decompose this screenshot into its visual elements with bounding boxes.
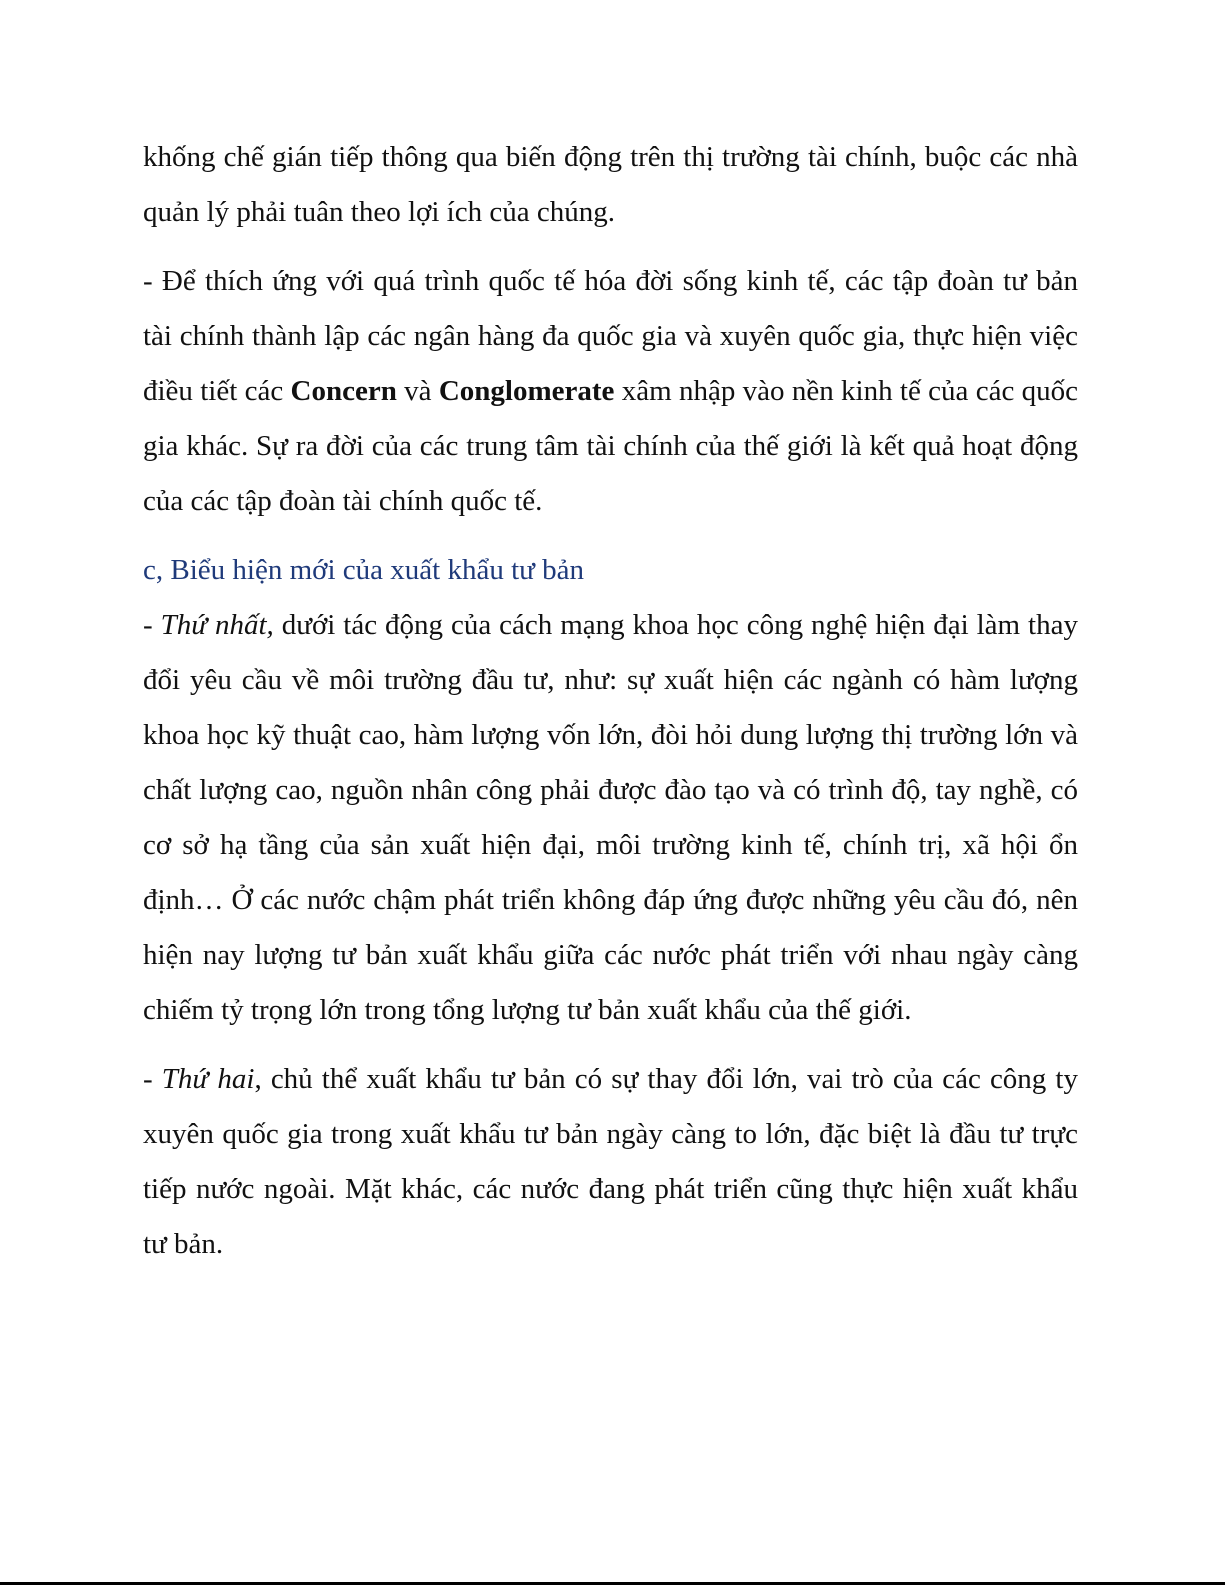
paragraph-text: khống chế gián tiếp thông qua biến động trên thị trường tài chính, buộc các nhà quản lý phải tuân theo lợi ích của chúng. — [143, 141, 1078, 228]
bullet-dash: - — [143, 609, 161, 641]
bold-term-concern: Concern — [290, 375, 397, 407]
document-page — [143, 130, 1078, 1272]
paragraph-text: dưới tác động của cách mạng khoa học công nghệ hiện đại làm thay đổi yêu cầu về môi trường đầu tư, như: sự xuất hiện các ngành có hàm lượng khoa học kỹ thuật cao, hàm lượng vốn lớn, đòi hỏi dung lượng thị trường lớn và chất lượng cao, nguồn nhân công phải được đào tạo và có trình độ, tay nghề, có cơ sở hạ tầng của sản xuất hiện đại, môi trường kinh tế, chính trị, xã hội ổn định… Ở các nước chậm phát triển không đáp ứng được những yêu cầu đó, nên hiện nay lượng tư bản xuất khẩu giữa các nước phát triển với nhau ngày càng chiếm tỷ trọng lớn trong tổng lượng tư bản xuất khẩu của thế giới. — [143, 609, 1078, 1026]
paragraph-continuation — [143, 130, 1078, 240]
paragraph-text-part: xâm nhập vào nền kinh tế của các quốc gia khác. Sự ra đời của các trung tâm tài chính của thế giới là kết quả hoạt động của các tập đoàn tài chính quốc tế. — [143, 375, 1078, 517]
paragraph-first-point — [143, 598, 1078, 1038]
italic-lead: Thứ hai — [161, 1063, 255, 1095]
bullet-dash: - — [143, 1063, 162, 1095]
paragraph-text-part: - Để thích ứng với quá trình quốc tế hóa đời sống kinh tế, các tập đoàn tư bản tài chính thành lập các ngân hàng đa quốc gia và xuyên quốc gia, thực hiện việc điều tiết các — [143, 265, 1078, 407]
paragraph-financial-groups — [143, 254, 1078, 529]
bold-term-conglomerate: Conglomerate — [438, 375, 615, 407]
paragraph-text-part: và — [396, 375, 439, 407]
section-heading: c, Biểu hiện mới của xuất khẩu tư bản — [143, 554, 584, 586]
paragraph-second-point — [143, 1052, 1078, 1272]
italic-lead: Thứ nhất, — [160, 609, 274, 641]
paragraph-text: , chủ thể xuất khẩu tư bản có sự thay đổi lớn, vai trò của các công ty xuyên quốc gia trong xuất khẩu tư bản ngày càng to lớn, đặc biệt là đầu tư trực tiếp nước ngoài. Mặt khác, các nước đang phát triển cũng thực hiện xuất khẩu tư bản. — [143, 1063, 1078, 1260]
